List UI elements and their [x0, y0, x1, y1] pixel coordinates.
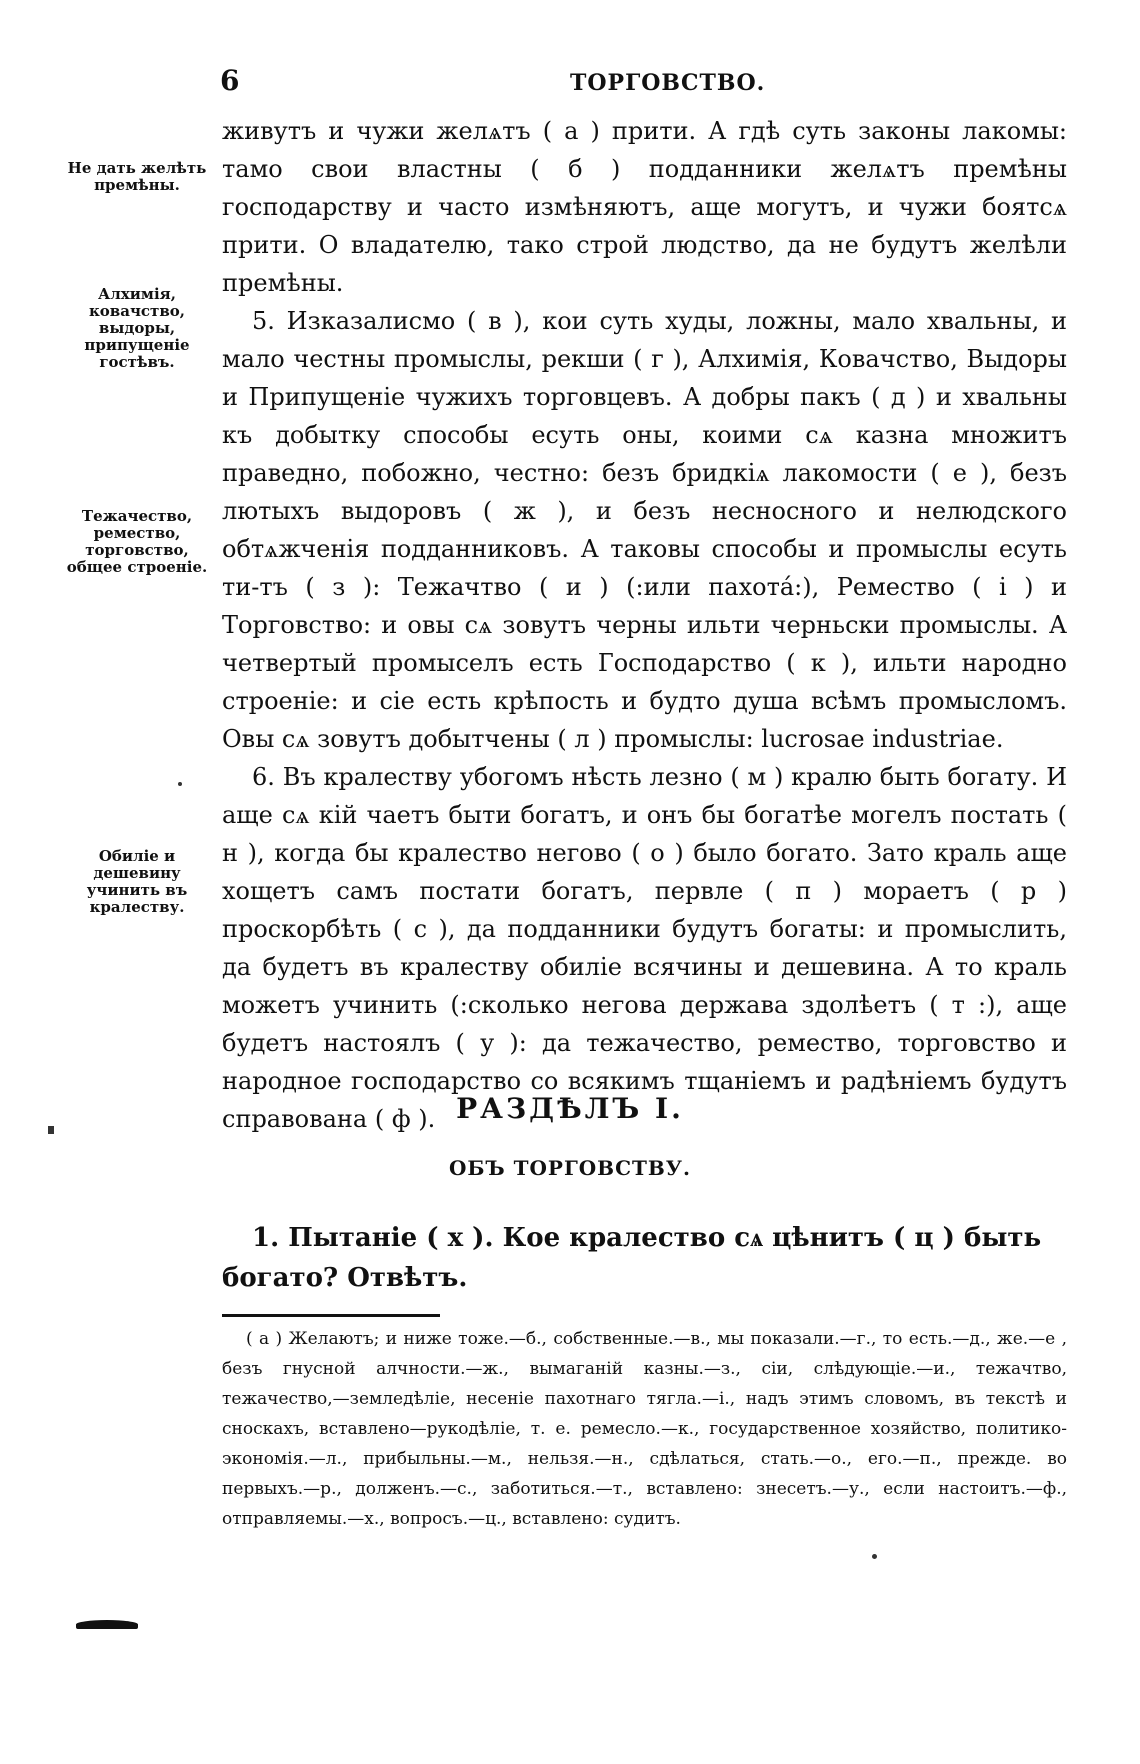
footnote-divider [222, 1314, 440, 1317]
section-subtitle: ОБЪ ТОРГОВСТВУ. [449, 1156, 691, 1180]
question-line: 1. Пытаніе ( х ). Кое кралество сѧ цѣнитъ ( ц ) быть богато? Отвѣтъ. [222, 1223, 1042, 1293]
section-title: РАЗДѢЛЪ I. [456, 1092, 684, 1125]
sidenote-3: Тежачество, ремество, торговство, общее строеніе. [66, 507, 208, 576]
ink-speck [178, 782, 182, 786]
ink-speck [48, 1126, 54, 1134]
page-number: 6 [220, 64, 240, 97]
running-title: ТОРГОВСТВО. [570, 70, 766, 96]
paragraph-1: живутъ и чужи желѧтъ ( а ) прити. А гдѣ суть законы лакомы: тамо свои властны ( б ) подданники желѧтъ премѣны господарству и часто измѣняютъ, аще могутъ, и чужи боятсѧ прити. О владателю, тако строй людство, да не будутъ желѣли премѣны. [222, 117, 1067, 297]
sidenote-4: Обиліе и дешевину учинить въ кралеству. [86, 847, 188, 916]
footnotes: ( а ) Желаютъ; и ниже тоже.—б., собственные.—в., мы показали.—г., то есть.—д., же.—е , безъ гнусной алчности.—ж., вымаганій казны.—з., сіи, слѣдующіе.—и., тежачтво, тежачество,—земледѣліе, несеніе пахотнаго тягла.—і., надъ этимъ словомъ, въ текстѣ и сноскахъ, вставлено—рукодѣліе, т. е. ремесло.—к., государственное хозяйство, политико-экономія.—л., прибыльны.—м., нельзя.—н., сдѣлаться, стать.—о., его.—п., прежде. во первыхъ.—р., долженъ.—с., заботиться.—т., вставлено: знесетъ.—у., если настоитъ.—ф., отправляемы.—х., вопросъ.—ц., вставлено: судитъ. [222, 1329, 1067, 1529]
paragraph-3: 6. Въ кралеству убогомъ нѣсть лезно ( м ) кралю быть богату. И аще сѧ кій чаетъ быти богатъ, и онъ бы богатѣе могелъ постать ( н ), когда бы кралество негово ( о ) было богато. Зато краль аще хощетъ самъ постати богатъ, первле ( п ) мораетъ ( р ) проскорбѣть ( с ), да подданники будутъ богаты: и промыслить, да будетъ въ кралеству обиліе всячины и дешевина. А то краль можетъ учинить (:сколько негова держава здолѣетъ ( т :), аще будетъ настоялъ ( у ): да тежачество, ремество, торговство и народное господарство со всякимъ тщаніемъ и радѣніемъ будутъ справована ( ф ). [222, 763, 1067, 1133]
main-text [222, 112, 1067, 1138]
sidenote-2: Алхимія, ковачство, выдоры, припущеніе гостѣвъ. [84, 285, 190, 371]
sidenote-1: Не дать желѣть премѣны. [67, 159, 207, 194]
paragraph-2: 5. Изказалисмо ( в ), кои суть худы, ложны, мало хвальны, и мало честны промыслы, рекши ( г ), Алхимія, Ковачство, Выдоры и Припущеніе чужихъ торговцевъ. А добры пакъ ( д ) и хвальны къ добытку способы есуть оны, коими сѧ казна множитъ праведно, побожно, честно: безъ бридкіѧ лакомости ( е ), безъ лютыхъ выдоровъ ( ж ), и безъ несносного и нелюдского обтѧжченія подданниковъ. А таковы способы и промыслы есуть ти-тъ ( з ): Тежачтво ( и ) (:или пахота́:), Ремество ( і ) и Торговство: и овы сѧ зовутъ черны ильти черньски промыслы. А четвертый промыселъ есть Господарство ( к ), ильти народно строеніе: и сіе есть крѣпость и будто душа всѣмъ промысломъ. Овы сѧ зовутъ добытчены ( л ) промыслы: lucrosae industriae. [222, 307, 1067, 753]
ink-dash-mark [76, 1620, 138, 1629]
ink-speck [872, 1554, 877, 1559]
